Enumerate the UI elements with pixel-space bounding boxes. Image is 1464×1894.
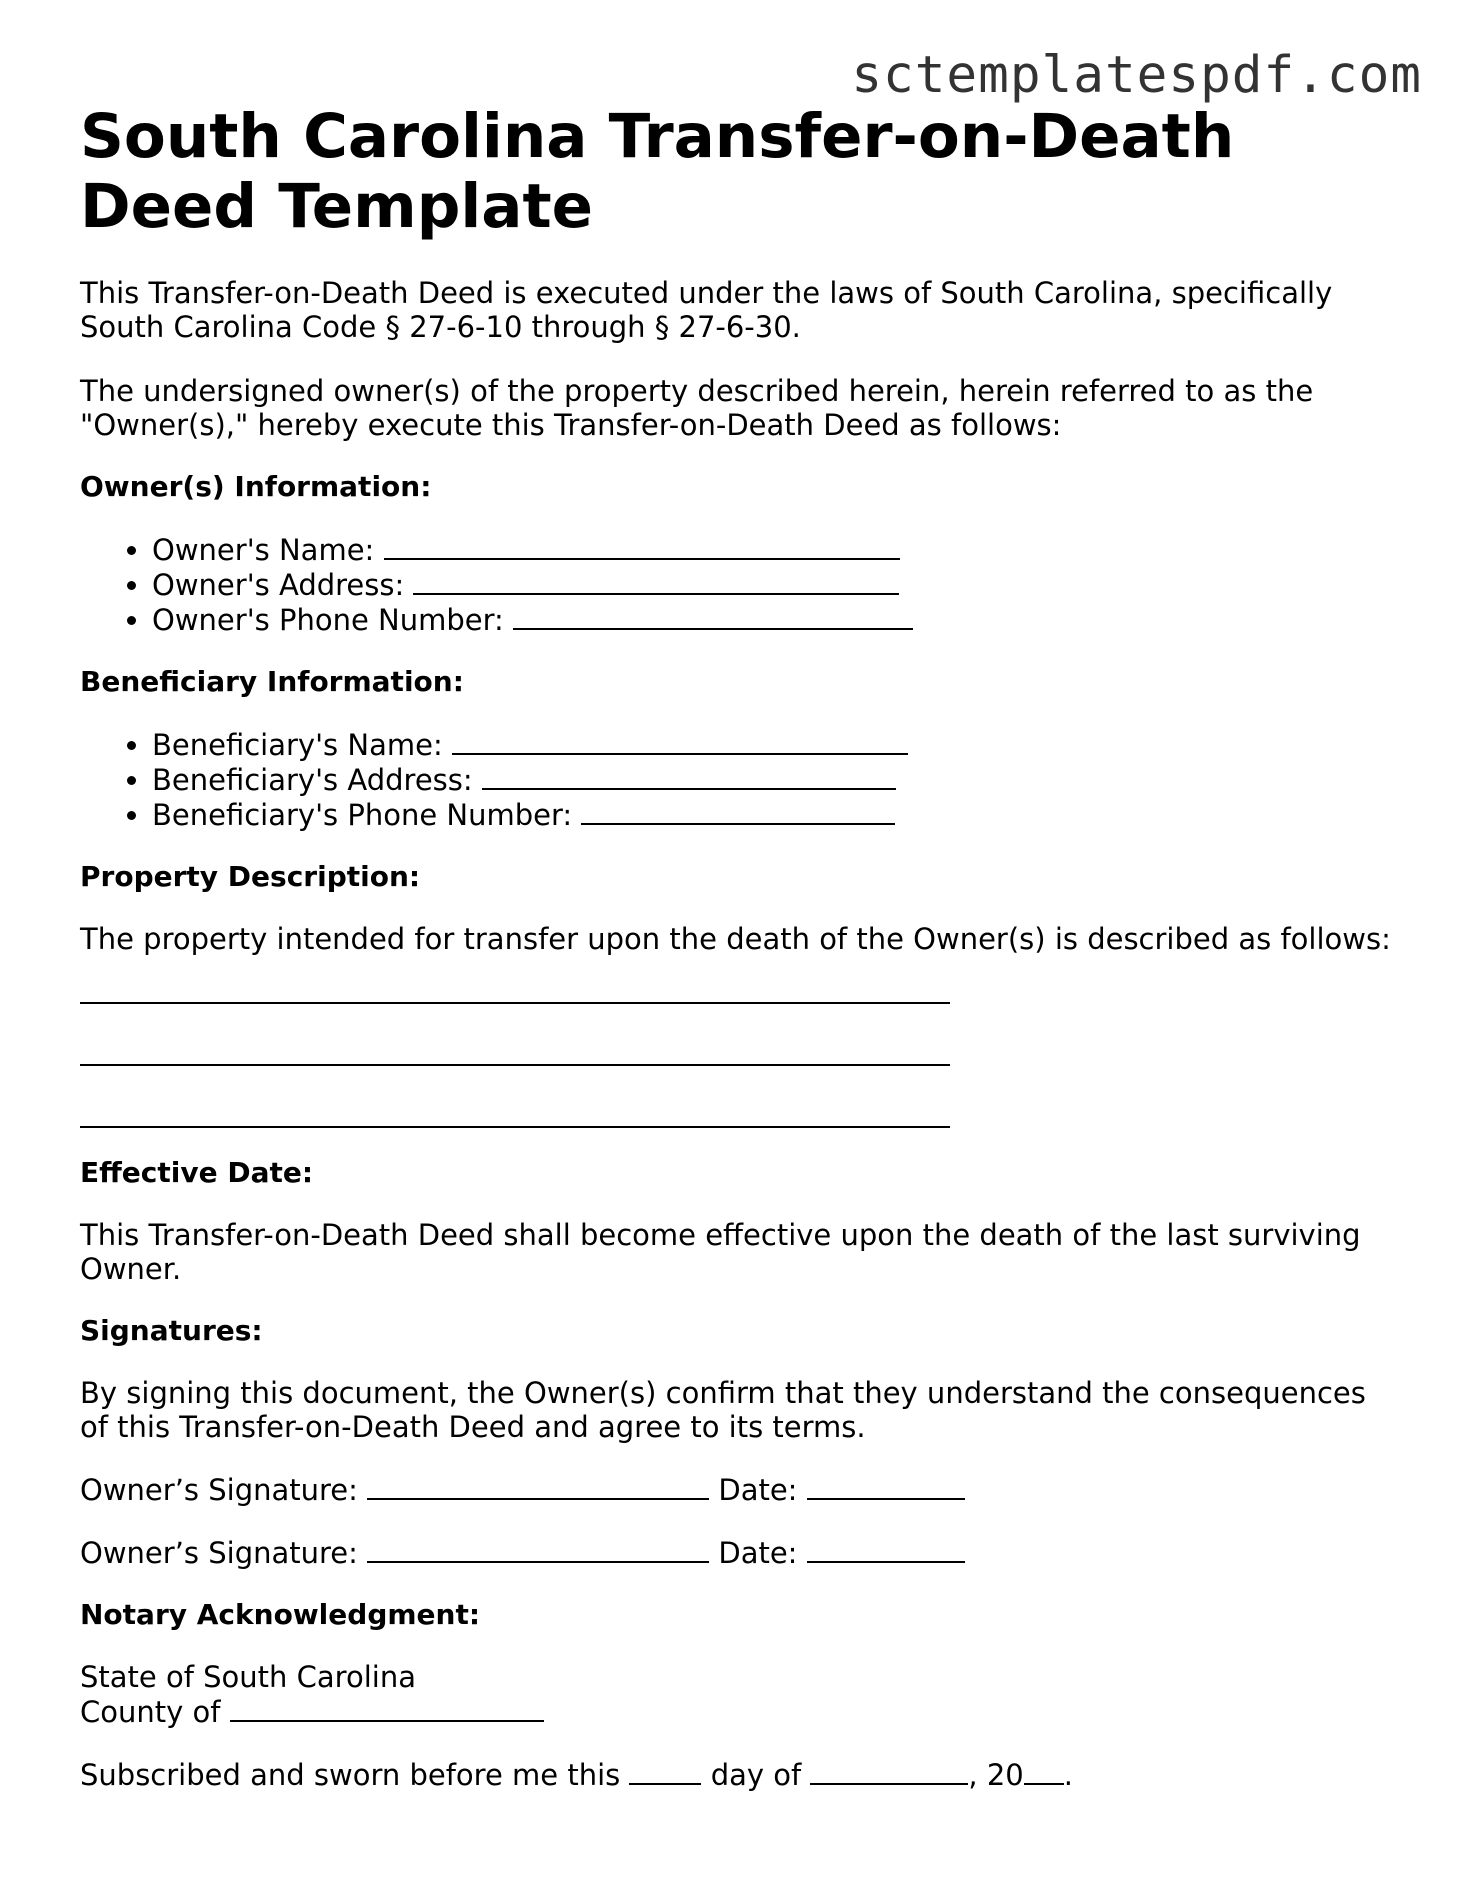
signature-blank-2[interactable]	[367, 1535, 709, 1563]
beneficiary-phone-blank[interactable]	[581, 797, 895, 825]
beneficiary-address-field: • Beneficiary's Address:	[152, 762, 1400, 797]
owner-fields-list	[80, 532, 1400, 637]
owner-address-field: • Owner's Address:	[152, 567, 1400, 602]
property-line-2[interactable]	[80, 1064, 950, 1066]
notary-section-heading: Notary Acknowledgment:	[80, 1598, 481, 1631]
intro-paragraph-2: The undersigned owner(s) of the property described herein, herein referred to as the "Owner(s)," hereby execute this Transfer-on-Death Deed as follows:	[80, 374, 1314, 442]
effective-section-heading: Effective Date:	[80, 1156, 314, 1189]
owner-phone-blank[interactable]	[513, 602, 913, 630]
document-body	[80, 102, 1400, 1792]
signature-line-2: Owner’s Signature: Date:	[80, 1535, 1400, 1570]
beneficiary-name-field: • Beneficiary's Name:	[152, 727, 1400, 762]
property-line-3[interactable]	[80, 1126, 950, 1128]
beneficiary-name-blank[interactable]	[452, 727, 908, 755]
date-blank-1[interactable]	[807, 1472, 965, 1500]
notary-sworn-line: Subscribed and sworn before me this day of , 20 .	[80, 1758, 1073, 1792]
notary-county: County of	[80, 1694, 1400, 1729]
watermark: sctemplatespdf.com	[851, 46, 1422, 105]
owner-address-blank[interactable]	[413, 567, 899, 595]
signatures-text: By signing this document, the Owner(s) confirm that they understand the consequences of this Transfer-on-Death Deed and agree to its terms.	[80, 1376, 1366, 1444]
signatures-section-heading: Signatures:	[80, 1314, 263, 1347]
sworn-day-blank[interactable]	[629, 1757, 701, 1785]
beneficiary-phone-field: • Beneficiary's Phone Number:	[152, 797, 1400, 832]
signature-blank-1[interactable]	[367, 1472, 709, 1500]
property-section-heading: Property Description:	[80, 860, 421, 893]
owner-name-field: • Owner's Name:	[152, 532, 1400, 567]
owner-name-blank[interactable]	[384, 532, 900, 560]
sworn-month-blank[interactable]	[810, 1757, 968, 1785]
sworn-year-blank[interactable]	[1024, 1757, 1064, 1785]
owner-phone-field: • Owner's Phone Number:	[152, 602, 1400, 637]
owner-section-heading: Owner(s) Information:	[80, 470, 432, 503]
date-blank-2[interactable]	[807, 1535, 965, 1563]
beneficiary-section-heading: Beneficiary Information:	[80, 665, 464, 698]
property-description-text: The property intended for transfer upon the death of the Owner(s) is described as follows:	[80, 922, 1391, 956]
notary-state: State of South Carolina	[80, 1660, 416, 1694]
signature-line-1: Owner’s Signature: Date:	[80, 1472, 1400, 1507]
page-title: South Carolina Transfer-on-Death Deed Template	[80, 101, 1235, 242]
beneficiary-address-blank[interactable]	[482, 762, 896, 790]
effective-date-text: This Transfer-on-Death Deed shall become effective upon the death of the last surviving Owner.	[80, 1218, 1361, 1286]
intro-paragraph-1: This Transfer-on-Death Deed is executed under the laws of South Carolina, specifically South Carolina Code § 27-6-10 through § 27-6-30.	[80, 276, 1333, 344]
county-blank[interactable]	[230, 1694, 544, 1722]
property-line-1[interactable]	[80, 1002, 950, 1004]
beneficiary-fields-list	[80, 727, 1400, 832]
